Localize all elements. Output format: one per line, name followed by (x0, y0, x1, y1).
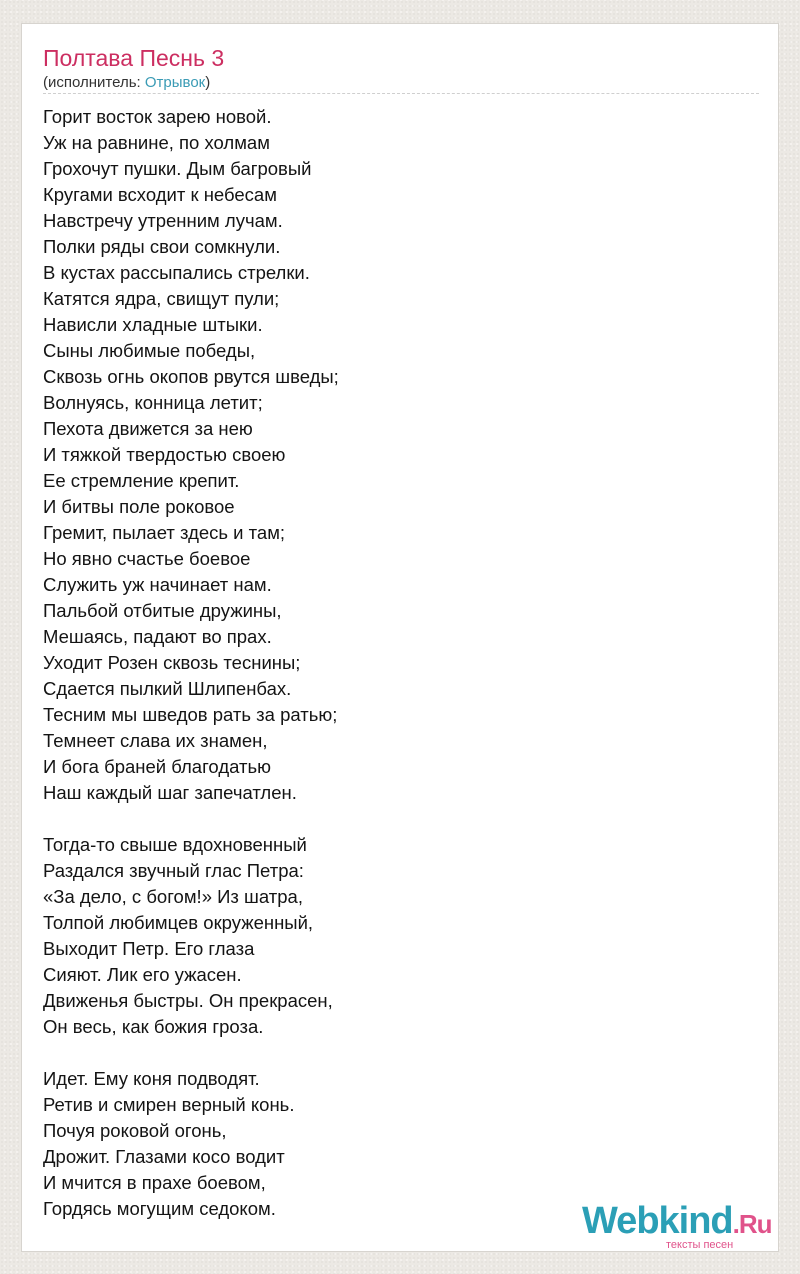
lyrics-text (43, 104, 743, 1222)
lyric-line: Тогда-то свыше вдохновенный (43, 834, 307, 855)
logo-tld: .Ru (732, 1209, 772, 1239)
stanza-3 (43, 1066, 743, 1222)
lyric-line: Ретив и смирен верный конь. (43, 1094, 295, 1115)
stanza-1 (43, 104, 743, 806)
lyric-line: Уходит Розен сквозь теснины; (43, 652, 301, 673)
song-title: Полтава Песнь 3 (43, 45, 225, 71)
lyric-line: Сдается пылкий Шлипенбах. (43, 678, 292, 699)
lyric-line: Служить уж начинает нам. (43, 574, 272, 595)
lyric-line: Выходит Петр. Его глаза (43, 938, 255, 959)
webkind-logo[interactable] (582, 1202, 782, 1252)
lyric-line: Кругами всходит к небесам (43, 184, 277, 205)
logo-main (582, 1200, 772, 1242)
lyric-line: Полки ряды свои сомкнули. (43, 236, 281, 257)
performer-line (43, 74, 210, 92)
performer-prefix: (исполнитель: (43, 74, 145, 91)
lyric-line: И тяжкой твердостью своею (43, 444, 286, 465)
lyrics-card (21, 23, 779, 1252)
lyric-line: «За дело, с богом!» Из шатра, (43, 886, 303, 907)
lyric-line: Темнеет слава их знамен, (43, 730, 268, 751)
lyric-line: Идет. Ему коня подводят. (43, 1068, 260, 1089)
lyric-line: Гремит, пылает здесь и там; (43, 522, 286, 543)
stanza-gap (43, 1040, 743, 1066)
performer-suffix: ) (205, 74, 211, 91)
lyric-line: Гордясь могущим седоком. (43, 1198, 276, 1219)
lyric-line: Навстречу утренним лучам. (43, 210, 283, 231)
lyric-line: Волнуясь, конница летит; (43, 392, 263, 413)
lyric-line: Уж на равнине, по холмам (43, 132, 270, 153)
lyric-line: Движенья быстры. Он прекрасен, (43, 990, 333, 1011)
lyric-line: Толпой любимцев окруженный, (43, 912, 314, 933)
lyric-line: Раздался звучный глас Петра: (43, 860, 304, 881)
lyric-line: Дрожит. Глазами косо водит (43, 1146, 285, 1167)
lyric-line: Пехота движется за нею (43, 418, 253, 439)
lyric-line: Тесним мы шведов рать за ратью; (43, 704, 338, 725)
lyric-line: Наш каждый шаг запечатлен. (43, 782, 297, 803)
lyric-line: Грохочут пушки. Дым багровый (43, 158, 312, 179)
lyric-line: Мешаясь, падают во прах. (43, 626, 272, 647)
logo-word: Webkind (582, 1200, 733, 1242)
stanza-gap (43, 806, 743, 832)
lyric-line: Ее стремление крепит. (43, 470, 240, 491)
lyric-line: Горит восток зарею новой. (43, 106, 272, 127)
lyric-line: Пальбой отбитые дружины, (43, 600, 282, 621)
lyric-line: Но явно счастье боевое (43, 548, 251, 569)
lyric-line: Катятся ядра, свищут пули; (43, 288, 280, 309)
logo-tagline: тексты песен (666, 1239, 734, 1251)
lyric-line: И бога браней благодатью (43, 756, 271, 777)
lyric-line: И битвы поле роковое (43, 496, 235, 517)
stanza-2 (43, 832, 743, 1040)
title-divider (43, 93, 759, 94)
lyric-line: Сияют. Лик его ужасен. (43, 964, 242, 985)
lyric-line: В кустах рассыпались стрелки. (43, 262, 310, 283)
lyric-line: Сквозь огнь окопов рвутся шведы; (43, 366, 339, 387)
lyric-line: И мчится в прахе боевом, (43, 1172, 266, 1193)
lyric-line: Он весь, как божия гроза. (43, 1016, 264, 1037)
performer-link[interactable]: Отрывок (144, 74, 206, 91)
lyric-line: Сыны любимые победы, (43, 340, 256, 361)
lyric-line: Почуя роковой огонь, (43, 1120, 227, 1141)
lyric-line: Нависли хладные штыки. (43, 314, 263, 335)
